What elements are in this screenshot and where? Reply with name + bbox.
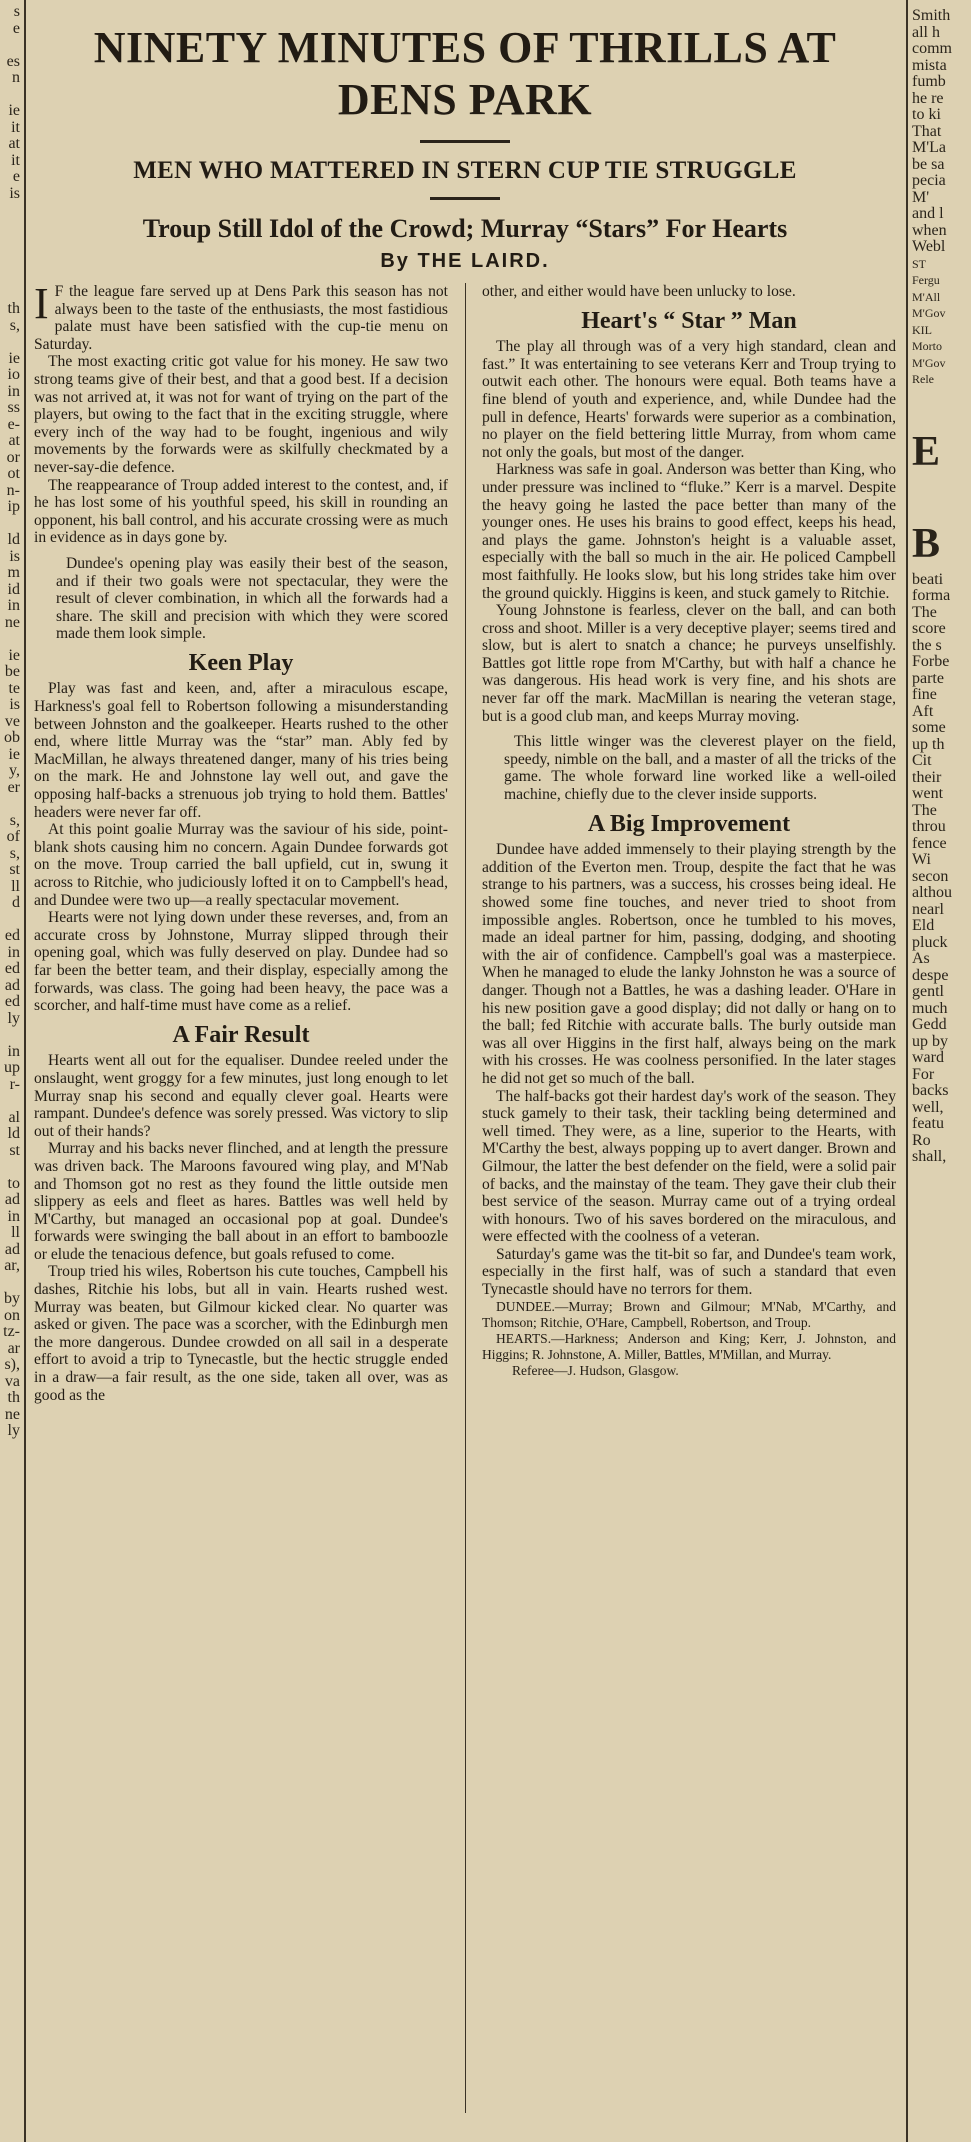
fragment-text: Morto — [912, 339, 942, 353]
fragment-text: ly — [7, 1422, 20, 1439]
fragment-text: fine — [912, 686, 937, 703]
fragment-text: featu — [912, 1115, 944, 1132]
fragment-text: ob — [4, 729, 20, 746]
fragment-text: ld — [7, 531, 20, 548]
fragment-text: fence — [912, 834, 947, 852]
fragment-text: Aft — [912, 702, 934, 720]
fragment-text: parte — [912, 669, 944, 687]
fragment-text: e — [12, 168, 20, 185]
fragment-text: io — [7, 366, 20, 383]
fragment-text: KIL — [912, 322, 932, 337]
fragment-text: ne — [4, 1405, 20, 1423]
fragment-text: ne — [4, 613, 20, 631]
fragment-text — [0, 631, 20, 648]
fragment-text: th — [7, 300, 20, 317]
fragment-text: despe — [912, 966, 949, 984]
paragraph: Hearts were not lying down under these reverses, and, from an accurate cross by Johnstone, Murray slipped through their opening goal, which was fully deserved on play. Dundee had so far been the better team, and their display, especially among the forwards, was class. The going had been heavy, the pace was a scorcher, and half-time must have come as a relief. — [34, 909, 448, 1015]
adjacent-column-right-fragment — [912, 0, 971, 1166]
fragment-text: it — [11, 118, 20, 136]
fragment-text: ie — [8, 646, 20, 664]
article — [34, 14, 896, 2103]
fragment-text: s — [13, 3, 20, 20]
fragment-text: ad — [4, 976, 20, 994]
paragraph: other, and either would have been unlucky to lose. — [482, 283, 796, 300]
fragment-text: ld — [7, 1125, 20, 1142]
fragment-text: pecia — [912, 172, 946, 189]
paragraph: Troup tried his wiles, Robertson his cute touches, Campbell his dashes, Ritchie his lobs, but all in vain. Hearts rushed west. Murray was beaten, but Gilmour kicked clear. No quarter was asked or given. The pace was a scorcher, with the Edinburgh men the more dangerous. Dundee crowded on all sail in a desperate effort to avoid a trip to Tynecastle, but the hectic struggle ended in a draw—a fair result, as the one side, taken all over, was as good as the — [34, 1263, 448, 1404]
fragment-text: That — [912, 122, 942, 140]
fragment-text — [0, 202, 20, 219]
fragment-text: score — [912, 620, 946, 637]
fragment-text — [0, 268, 20, 285]
fragment-text: up th — [912, 735, 945, 753]
fragment-text: Smith — [912, 7, 951, 24]
lead-paragraph: I F the league fare served up at Dens Park this season has not always been to the taste of the enthusiasts, the most fastidious palate must have been satisfied with the cup-tie menu on Saturday. — [34, 279, 448, 353]
fragment-text — [0, 235, 20, 252]
fragment-text: M'All — [912, 289, 941, 304]
fragment-text: secon — [912, 867, 949, 885]
fragment-text: ve — [4, 712, 20, 730]
fragment-text: s, — [9, 811, 20, 829]
fragment-text: fumb — [912, 73, 946, 90]
fragment-text: in — [7, 1042, 20, 1060]
fragment-text: y, — [9, 762, 20, 779]
fragment-text — [0, 285, 20, 302]
fragment-text — [0, 37, 20, 54]
fragment-text: st — [9, 1141, 20, 1159]
fragment-text: ip — [7, 498, 20, 515]
fragment-text: shall, — [912, 1148, 947, 1165]
fragment-text: va — [4, 1372, 20, 1390]
fragment-text: beati — [912, 570, 944, 588]
fragment-text: Cit — [912, 752, 932, 769]
fragment-text: ad — [4, 1240, 20, 1258]
fragment-text: Forbe — [912, 653, 950, 670]
fragment-text: throu — [912, 818, 946, 835]
subhead-rule — [430, 197, 500, 200]
article-column-right — [482, 283, 896, 1379]
section-heading-keen-play: Keen Play — [188, 649, 294, 676]
section-heading-fair-result: A Fair Result — [172, 1021, 310, 1048]
fragment-text: and l — [912, 205, 944, 222]
fragment-text: ed — [4, 927, 20, 944]
article-columns — [34, 279, 896, 2103]
fragment-text: all h — [912, 23, 940, 41]
fragment-text: their — [912, 768, 942, 786]
fragment-text: at — [8, 432, 20, 449]
fragment-text: th — [7, 1389, 20, 1406]
fragment-text: gentl — [912, 983, 944, 1000]
fragment-text: ss — [7, 399, 20, 416]
paragraph: The half-backs got their hardest day's work of the season. They stuck gamely to their task, their tackling being determined and well timed. They were, as a line, superior to the Hearts, with M'Carthy the best, always popping up to avert danger. Brown and Gilmour, the latter the best defender on the field, were a solid pair of backs, and the mainstay of the team. They gave their club their best service of the season. Murray came out of a trying ordeal with honours. Two of his saves bordered on the miraculous, and were effected with the coolness of a veteran. — [482, 1087, 896, 1246]
fragment-text: in — [7, 382, 20, 400]
fragment-text: d — [12, 894, 20, 911]
fragment-text: M'Gov — [912, 355, 946, 370]
drop-cap: I — [34, 279, 49, 328]
fragment-text — [0, 1027, 20, 1044]
fragment-text: ie — [8, 102, 20, 119]
fragment-text: e — [12, 19, 20, 37]
paragraph: Harkness was safe in goal. Anderson was better than King, who under pressure was inclined to “fluke.” Kerr is a marvel. Despite the heavy going he lasted the pace better than many of the younger ones. He uses his brains to good effect, keeps his head, and plays the game. Johnston's height is a valuable asset, especially with the ball so much in the air. He policed Campbell most faithfully. He looks slow, but his long strides take him over the ground quickly. Higgins is keen, and stuck gamely to Ritchie. — [482, 461, 896, 602]
fragment-text: es — [6, 52, 20, 70]
fragment-text — [0, 516, 20, 533]
fragment-text: al — [8, 1108, 20, 1126]
fragment-text: Rele — [912, 372, 934, 386]
fragment-text: ot — [7, 465, 20, 482]
fragment-text: went — [912, 785, 944, 802]
fragment-text: ad — [4, 1191, 20, 1208]
fragment-text — [0, 796, 20, 813]
fragment-text: e- — [7, 415, 20, 433]
fragment-text: ed — [4, 960, 20, 977]
paragraph: Dundee have added immensely to their playing strength by the addition of the Everton men. Troup, despite the fact that he was strange to his partners, was a success, his crosses being ideal. He showed some fine touches, and never tried to shoot from impossible angles. Robertson, once he tumbled to his moves, made an ideal partner for him, passing, dodging, and shooting with the air of confidence. Campbell's goal was a masterpiece. When he managed to elude the lanky Johnston he was a source of danger. Though not a Battles, he was a dashing leader. O'Hare in his new position gave a good display; did not dally or hang on to the ball; fed Ritchie with accurate balls. The burly outside man was all over Higgins in the first half, always being on the mark with his crosses. He was coolness personified. In the later stages he did not get so much of the ball. — [482, 841, 896, 1087]
fragment-text: ward — [912, 1049, 944, 1066]
fragment-text: pluck — [912, 933, 948, 951]
fragment-text: Wi — [912, 851, 931, 868]
fragment-text: in — [7, 597, 20, 614]
fragment-text — [912, 480, 971, 516]
fragment-text: ar — [7, 1339, 20, 1357]
referee-line: Referee—J. Hudson, Glasgow. — [512, 1362, 679, 1378]
fragment-text: is — [9, 696, 20, 713]
fragment-text: well, — [912, 1098, 944, 1116]
fragment-text: backs — [912, 1082, 949, 1099]
fragment-text — [0, 87, 20, 104]
paragraph: Murray and his backs never flinched, and at length the pressure was driven back. The Maroons favoured wing play, and M'Nab and Thomson got no rest as they found the little outside men slippery as eels and fleet as hares. Battles was well held by M'Carthy, but managed an occasional pop at goal. Dundee's forwards were swinging the ball about in an effort to bamboozle or elude the tenacious defence, but goals refused to come. — [34, 1140, 448, 1263]
column-rule-right — [906, 0, 908, 2142]
fragment-text: althou — [912, 884, 952, 901]
fragment-text — [0, 334, 20, 351]
fragment-text: forma — [912, 587, 951, 604]
column-rule-left — [24, 0, 26, 2142]
fragment-text: m — [7, 564, 20, 581]
fragment-text: ie — [8, 745, 20, 763]
fragment-text: some — [912, 719, 946, 736]
fragment-text: in — [7, 1207, 20, 1225]
subheadline: MEN WHO MATTERED IN STERN CUP TIE STRUGGLE — [133, 157, 797, 184]
fragment-text: ll — [11, 1224, 20, 1241]
fragment-text: As — [912, 950, 930, 967]
paragraph: The most exacting critic got value for his money. He saw two strong teams give of their best, and that a good best. If a decision was not arrived at, it was not for want of trying on the part of the players, but owing to the fact that in the exciting struggle, where every inch of the way had to be fought, ingenious and wily movements by the forwards were as skilfully checkmated by a never-say-die defence. — [34, 353, 448, 476]
fragment-text: be sa — [912, 155, 945, 173]
paragraph: Hearts went all out for the equaliser. Dundee reeled under the onslaught, went groggy for a few minutes, just long enough to let Murray snap his second and equally clever goal. Hearts were rampant. Dundee's defence was sorely pressed. Was victory to slip out of their hands? — [34, 1052, 448, 1140]
paragraph: The reappearance of Troup added interest to the contest, and, if he has lost some of his youthful speed, his skill in rounding an opponent, his ball control, and his accurate crossing were as much in evidence as in days gone by. — [34, 476, 448, 547]
fragment-text: Gedd — [912, 1016, 947, 1033]
fragment-text: s, — [9, 844, 20, 862]
byline: By THE LAIRD. — [380, 250, 550, 272]
fragment-text: of — [6, 828, 20, 845]
fragment-text: ly — [7, 1009, 20, 1027]
fragment-text: by — [4, 1290, 20, 1307]
fragment-text: The — [912, 801, 937, 819]
headline-rule — [420, 140, 510, 143]
fragment-text: er — [7, 778, 20, 796]
pull-paragraph: Dundee's opening play was easily their best of the season, and if their two goals were not spectacular, they were the result of clever combination, in which all the forwards had a share. The skill and precision with which they were scored made them look simple. — [56, 554, 448, 643]
fragment-text: s, — [9, 316, 20, 334]
fragment-text: ed — [4, 993, 20, 1010]
fragment-text: s), — [4, 1356, 20, 1373]
fragment-text: Eld — [912, 917, 935, 934]
fragment-text — [912, 388, 971, 424]
fragment-text: For — [912, 1065, 935, 1083]
fragment-text: st — [9, 861, 20, 878]
article-column-left — [34, 279, 448, 1404]
fragment-text: much — [912, 999, 948, 1017]
fragment-text — [0, 252, 20, 269]
fragment-text: on — [4, 1306, 20, 1324]
fragment-text: up by — [912, 1032, 948, 1050]
fragment-text — [0, 1275, 20, 1292]
fragment-text: or — [6, 448, 20, 466]
column-divider — [465, 283, 466, 2113]
fragment-text: M' — [912, 188, 930, 206]
paragraph: Saturday's game was the tit-bit so far, and Dundee's team work, especially in the first half, was of such a standard that even Tynecastle should have no terrors for them. — [482, 1245, 896, 1299]
fragment-text: te — [8, 679, 20, 697]
fragment-text — [0, 912, 20, 929]
deck-headline: Troup Still Idol of the Crowd; Murray “Stars” For Hearts — [142, 214, 788, 243]
fragment-text: r- — [9, 1075, 20, 1093]
fragment-text: nearl — [912, 900, 944, 918]
fragment-text: when — [912, 221, 947, 239]
section-heading-star-man: Heart's “ Star ” Man — [581, 307, 797, 334]
lineup-hearts: HEARTS.—Harkness; Anderson and King; Kerr, J. Johnston, and Higgins; R. Johnstone, A. Miller, Battles, M'Millan, and Murray. — [482, 1330, 896, 1362]
paragraph: Young Johnstone is fearless, clever on the ball, and can both cross and shoot. Miller is a very deceptive player; seems tired and slow, but is alert to snatch a chance; he purveys unselfishly. Battles got little rope from M'Carthy, but with half a chance he was dangerous. His head work is very fine, and his shots are never far off the mark. MacMillan is nearing the veteran stage, but is a good club man, and keeps Murray moving. — [482, 602, 896, 725]
fragment-text: n — [12, 69, 20, 86]
fragment-text: the s — [912, 636, 942, 654]
fragment-text: up — [4, 1059, 20, 1076]
pull-paragraph: This little winger was the cleverest player on the field, speedy, nimble on the ball, and a master of all the tricks of the game. The whole forward line worked like a well-oiled machine, chiefly due to the clever inside supports. — [504, 733, 896, 804]
fragment-text: M'Gov — [912, 306, 946, 320]
fragment-text: it — [11, 151, 20, 169]
paragraph: Play was fast and keen, and, after a miraculous escape, Harkness's goal fell to Robertson following a misunderstanding between Johnston and the goalkeeper. Hearts rushed to the other end, where little Murray was the “star” man. Ably fed by MacMillan, he always threatened danger, many of his tries being on the mark. He and Johnstone lay well out, and gave the opposing half-backs a strenuous job trying to hold them. Battles' headers were never far off. — [34, 680, 448, 821]
lineup-dundee: DUNDEE.—Murray; Brown and Gilmour; M'Nab, M'Carthy, and Thomson; Ritchie, O'Hare, Campbell, Robertson, and Troup. — [482, 1298, 896, 1330]
adjacent-column-left-fragment — [0, 0, 20, 1440]
fragment-text: Ro — [912, 1131, 931, 1149]
fragment-text: ll — [11, 877, 20, 895]
fragment-text: ST — [912, 256, 927, 271]
fragment-text: is — [9, 547, 20, 565]
fragment-text: ar, — [4, 1257, 20, 1274]
paragraph: At this point goalie Murray was the saviour of his side, point-blank shots causing him no concern. Again Dundee forwards got on the move. Troup carried the ball upfield, cut in, swung it across to Ritchie, who judiciously lofted it on to Campbell's head, and Dundee were two up—a really spectacular movement. — [34, 821, 448, 909]
fragment-text: B — [912, 520, 941, 567]
fragment-text: The — [912, 603, 937, 621]
fragment-text — [0, 219, 20, 236]
fragment-text: mista — [912, 56, 947, 74]
fragment-text: comm — [912, 40, 952, 57]
fragment-text: be — [4, 663, 20, 680]
fragment-text: in — [7, 943, 20, 961]
section-heading-big-improvement: A Big Improvement — [587, 810, 791, 837]
fragment-text: Webl — [912, 238, 946, 255]
fragment-text: E — [912, 428, 941, 475]
fragment-text: is — [9, 184, 20, 202]
fragment-text: at — [8, 135, 20, 152]
fragment-text — [0, 1159, 20, 1176]
fragment-text: to ki — [912, 106, 941, 123]
fragment-text: ie — [8, 349, 20, 367]
fragment-text: to — [7, 1174, 20, 1192]
fragment-text: tz- — [3, 1323, 20, 1340]
paragraph: The play all through was of a very high standard, clean and fast.” It was entertaining to see veterans Kerr and Troup trying to outwit each other. The honours were equal. Both teams have a fine blend of youth and experience, and, while Dundee had the pull in defence, Hearts' forwards were superior as a combination, no player on the field bettering little Murray, from whom came not only the goals, but most of the danger. — [482, 338, 896, 461]
fragment-text: n- — [6, 481, 20, 499]
headline: NINETY MINUTES OF THRILLS AT DENS PARK — [93, 23, 837, 124]
fragment-text: he re — [912, 89, 944, 107]
fragment-text — [0, 1093, 20, 1110]
fragment-text: id — [7, 580, 20, 598]
fragment-text: M'La — [912, 139, 946, 156]
fragment-text: Fergu — [912, 273, 940, 287]
